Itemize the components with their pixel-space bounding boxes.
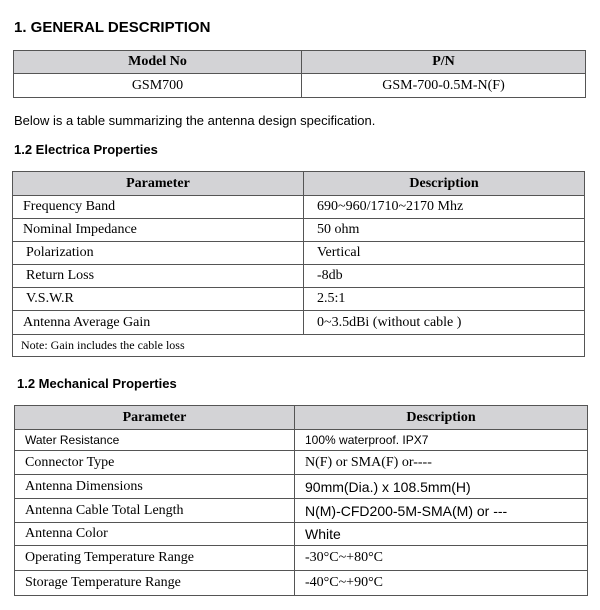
parameter-cell: Polarization (13, 242, 304, 265)
table-row (15, 499, 588, 523)
table-row (13, 242, 585, 265)
parameter-cell: V.S.W.R (13, 288, 304, 311)
electrical-table (12, 171, 585, 357)
parameter-cell: Storage Temperature Range (15, 571, 295, 596)
parameter-cell: Antenna Cable Total Length (15, 499, 295, 523)
table-row (15, 523, 588, 546)
parameter-cell: Connector Type (15, 451, 295, 475)
mechanical-description-header: Description (295, 406, 588, 430)
intro-paragraph: Below is a table summarizing the antenna design specification. (14, 113, 376, 128)
parameter-cell: Antenna Dimensions (15, 475, 295, 499)
parameter-cell: Nominal Impedance (13, 219, 304, 242)
description-cell: Vertical (304, 242, 585, 265)
electrical-parameter-header: Parameter (13, 172, 304, 196)
parameter-cell: Operating Temperature Range (15, 546, 295, 571)
pn-header: P/N (302, 51, 586, 74)
table-row (15, 430, 588, 451)
table-row (13, 265, 585, 288)
model-no-value: GSM700 (14, 74, 302, 98)
table-row (15, 475, 588, 499)
description-cell: 0~3.5dBi (without cable ) (304, 311, 585, 335)
model-no-header: Model No (14, 51, 302, 74)
electrical-description-header: Description (304, 172, 585, 196)
table-row (13, 196, 585, 219)
description-cell: 90mm(Dia.) x 108.5mm(H) (295, 475, 588, 499)
description-cell: N(F) or SMA(F) or---- (295, 451, 588, 475)
description-cell: -30°C~+80°C (295, 546, 588, 571)
table-row (13, 219, 585, 242)
parameter-cell: Return Loss (13, 265, 304, 288)
description-cell: -8db (304, 265, 585, 288)
section-heading-electrical: 1.2 Electrica Properties (14, 142, 158, 157)
table-row (15, 571, 588, 596)
description-cell: -40°C~+90°C (295, 571, 588, 596)
description-cell: 2.5:1 (304, 288, 585, 311)
description-cell: 100% waterproof. IPX7 (295, 430, 588, 451)
description-cell: 690~960/1710~2170 Mhz (304, 196, 585, 219)
table-row (13, 288, 585, 311)
parameter-cell: Antenna Average Gain (13, 311, 304, 335)
table-row (13, 311, 585, 335)
description-cell: N(M)-CFD200-5M-SMA(M) or --- (295, 499, 588, 523)
table-row (15, 546, 588, 571)
section-heading-general-description: 1. GENERAL DESCRIPTION (14, 19, 211, 36)
mechanical-parameter-header: Parameter (15, 406, 295, 430)
parameter-cell: Water Resistance (15, 430, 295, 451)
mechanical-table (14, 405, 588, 596)
table-row (15, 451, 588, 475)
model-table (13, 50, 586, 98)
parameter-cell: Antenna Color (15, 523, 295, 546)
section-heading-mechanical: 1.2 Mechanical Properties (17, 376, 177, 391)
gain-note: Note: Gain includes the cable loss (13, 335, 585, 357)
pn-value: GSM-700-0.5M-N(F) (302, 74, 586, 98)
description-cell: White (295, 523, 588, 546)
parameter-cell: Frequency Band (13, 196, 304, 219)
description-cell: 50 ohm (304, 219, 585, 242)
